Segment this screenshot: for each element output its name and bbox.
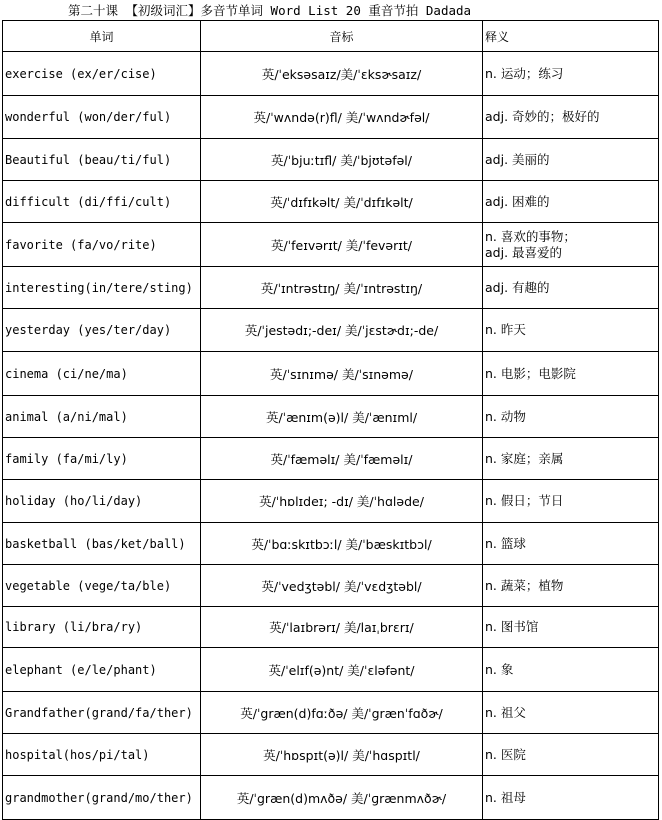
meaning-line: n. 祖父 [485, 704, 526, 720]
meaning-cell [483, 776, 659, 820]
meaning-line: adj. 有趣的 [485, 279, 550, 295]
meaning-cell [483, 96, 659, 139]
phonetic-cell: 英/ˈvedʒtəbl/ 美/ˈvɛdʒtəbl/ [201, 565, 483, 607]
table-row [3, 734, 659, 776]
phonetic-cell: 英/ˈhɒspɪt(ə)l/ 美/ˈhɑspɪtl/ [201, 734, 483, 776]
meaning-line: n. 动物 [485, 408, 526, 424]
word-cell: difficult (di/ffi/cult) [3, 181, 201, 223]
page-title: 第二十课 【初级词汇】多音节单词 Word List 20 重音节拍 Dadada [68, 3, 472, 18]
meaning-cell [483, 352, 659, 396]
meaning-line: n. 喜欢的事物； [485, 228, 576, 244]
meaning-cell [483, 139, 659, 181]
meaning-cell [483, 565, 659, 607]
meaning-cell [483, 648, 659, 692]
meaning-cell [483, 438, 659, 480]
phonetic-cell: 英/ˈhɒlɪdeɪ; -dɪ/ 美/ˈhɑləde/ [201, 480, 483, 523]
phonetic-cell: 英/ˈlaɪbrərɪ/ 美/laɪˌbrɛrɪ/ [201, 607, 483, 648]
table-header-row [3, 21, 659, 52]
word-cell: hospital(hos/pi/tal) [3, 734, 201, 776]
word-cell: animal (a/ni/mal) [3, 396, 201, 438]
meaning-cell [483, 734, 659, 776]
meaning-line: adj. 美丽的 [485, 151, 550, 167]
word-cell: holiday (ho/li/day) [3, 480, 201, 523]
meaning-cell [483, 52, 659, 96]
word-cell: vegetable (vege/ta/ble) [3, 565, 201, 607]
word-cell: library (li/bra/ry) [3, 607, 201, 648]
meaning-cell [483, 396, 659, 438]
table-row [3, 181, 659, 223]
table-row [3, 52, 659, 96]
phonetic-cell: 英/ˈwʌndə(r)fl/ 美/ˈwʌndɚfəl/ [201, 96, 483, 139]
word-cell: interesting(in/tere/sting) [3, 267, 201, 309]
meaning-cell [483, 607, 659, 648]
meaning-cell [483, 267, 659, 309]
table-row [3, 692, 659, 734]
word-cell: family (fa/mi/ly) [3, 438, 201, 480]
phonetic-cell: 英/ˈjestədɪ;-deɪ/ 美/ˈjɛstɚdɪ;-de/ [201, 309, 483, 352]
meaning-line: n. 电影；电影院 [485, 365, 576, 381]
table-row [3, 438, 659, 480]
table-row [3, 523, 659, 565]
phonetic-cell: 英/ˈgræn(d)fɑːðə/ 美/ˈgrænˈfɑðɚ/ [201, 692, 483, 734]
meaning-line: n. 假日；节日 [485, 493, 564, 508]
word-cell: exercise (ex/er/cise) [3, 52, 201, 96]
phonetic-cell: 英/ˈgræn(d)mʌðə/ 美/ˈɡrænmʌðɚ/ [201, 776, 483, 820]
table-row [3, 396, 659, 438]
meaning-cell [483, 223, 659, 267]
table-row [3, 223, 659, 267]
phonetic-cell: 英/ˈbjuːtɪfl/ 美/ˈbjʊtəfəl/ [201, 139, 483, 181]
table-row [3, 565, 659, 607]
phonetic-cell: 英/ˈelɪf(ə)nt/ 美/ˈɛləfənt/ [201, 648, 483, 692]
table-row [3, 267, 659, 309]
meaning-line: n. 篮球 [485, 535, 526, 551]
word-cell: grandmother(grand/mo/ther) [3, 776, 201, 820]
word-cell: yesterday (yes/ter/day) [3, 309, 201, 352]
table-row [3, 309, 659, 352]
meaning-line: n. 家庭；亲属 [485, 450, 564, 466]
word-cell: cinema (ci/ne/ma) [3, 352, 201, 396]
phonetic-cell: 英/ˈsɪnɪmə/ 美/ˈsɪnəmə/ [201, 352, 483, 396]
word-cell: favorite (fa/vo/rite) [3, 223, 201, 267]
meaning-cell [483, 692, 659, 734]
table-row [3, 648, 659, 692]
meaning-cell [483, 523, 659, 565]
phonetic-cell: 英/ˈfeɪvərɪt/ 美/ˈfevərɪt/ [201, 223, 483, 267]
meaning-line: adj. 最喜爱的 [485, 244, 563, 260]
meaning-line: n. 图书馆 [485, 619, 539, 634]
meaning-line: n. 象 [485, 661, 514, 677]
word-cell: Grandfather(grand/fa/ther) [3, 692, 201, 734]
meaning-line: adj. 奇妙的；极好的 [485, 109, 600, 124]
meaning-cell [483, 181, 659, 223]
phonetic-cell: 英/ˈɪntrəstɪŋ/ 美/ˈɪntrəstɪŋ/ [201, 267, 483, 309]
word-cell: basketball (bas/ket/ball) [3, 523, 201, 565]
header-phonetic: 音标 [201, 21, 483, 52]
meaning-line: n. 昨天 [485, 322, 526, 337]
meaning-line: n. 运动；练习 [485, 65, 564, 81]
word-cell: elephant (e/le/phant) [3, 648, 201, 692]
table-row [3, 607, 659, 648]
phonetic-cell: 英/ˈfæməlɪ/ 美/ˈfæməlɪ/ [201, 438, 483, 480]
meaning-cell [483, 309, 659, 352]
word-list-table [2, 20, 659, 820]
word-cell: wonderful (won/der/ful) [3, 96, 201, 139]
meaning-cell [483, 480, 659, 523]
table-row [3, 96, 659, 139]
phonetic-cell: 英/ˈænɪm(ə)l/ 美/ˈænɪml/ [201, 396, 483, 438]
phonetic-cell: 英/ˈbɑːskɪtbɔːl/ 美/ˈbæskɪtbɔl/ [201, 523, 483, 565]
header-word: 单词 [3, 21, 201, 52]
header-meaning: 释义 [483, 21, 659, 52]
table-row [3, 352, 659, 396]
meaning-line: adj. 困难的 [485, 193, 550, 209]
meaning-line: n. 医院 [485, 746, 526, 762]
word-cell: Beautiful (beau/ti/ful) [3, 139, 201, 181]
phonetic-cell: 英/ˈeksəsaɪz/美/ˈɛksɚsaɪz/ [201, 52, 483, 96]
table-row [3, 139, 659, 181]
meaning-line: n. 祖母 [485, 789, 526, 805]
table-row [3, 776, 659, 820]
meaning-line: n. 蔬菜；植物 [485, 577, 564, 593]
phonetic-cell: 英/ˈdɪfɪkəlt/ 美/ˈdɪfɪkəlt/ [201, 181, 483, 223]
table-row [3, 480, 659, 523]
